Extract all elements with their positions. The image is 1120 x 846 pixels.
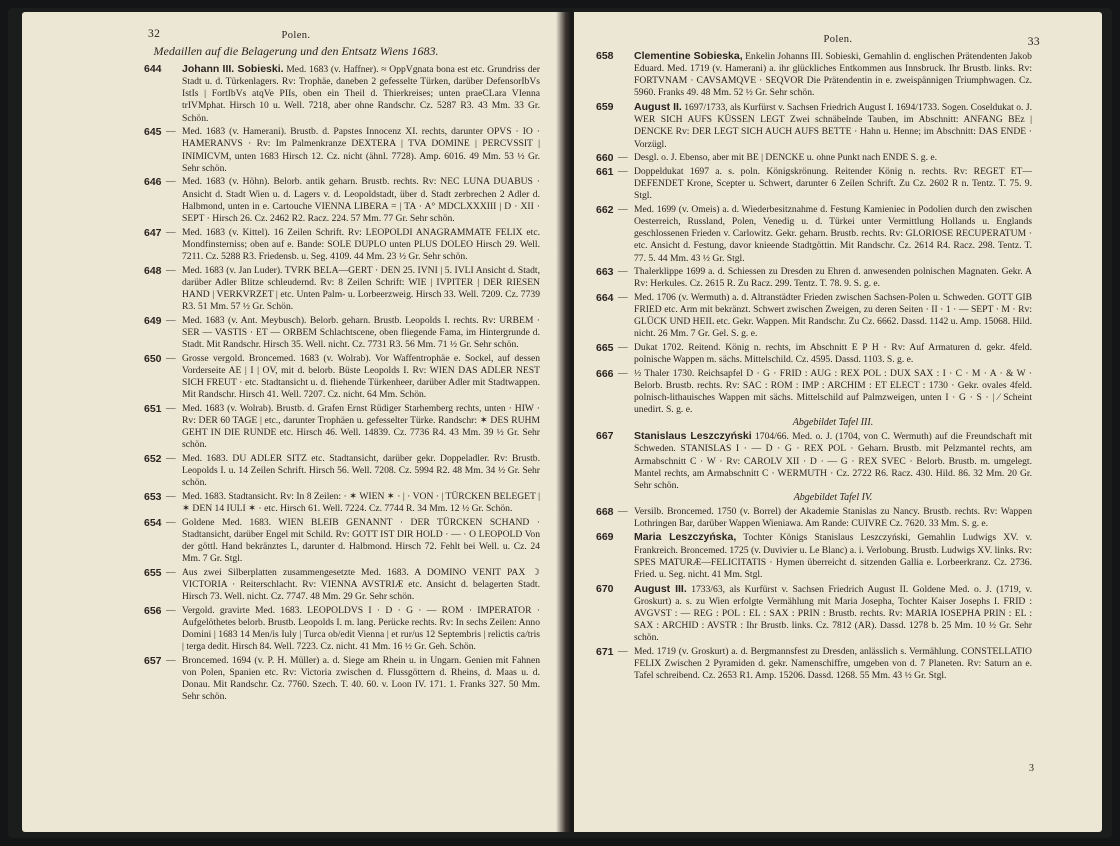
entry-number: 660 (596, 152, 614, 165)
entry-number: 648 (144, 264, 162, 277)
entry-description: Med. 1719 (v. Groskurt) a. d. Bergmannsfest zu Dresden, anlässlich s. Vermählung. CONSTELLATIO FELIX Zwischen 2 Pyramiden d. gekr. Namenschiffre, umgeben von d. 7 Planeten. Rv: Saturn an e. Tafel schreibend. Cz. 2653 R1. Amp. 15206. Dassd. 1268. 55 Mm. 43 ½ Gr. Stgl. (634, 645, 1032, 682)
ditto-dash: — (618, 367, 628, 379)
entry-description: Med. 1683. Stadtansicht. Rv: In 8 Zeilen: · ✶ WIEN ✶ · | · VON · | TÜRCKEN BELEGET | ✶ DEN 14 IULI ✶ · etc. Hirsch 61. Well. 7224. Cz. 7744 R. 34 Mm. 12 ½ Gr. Schön. (182, 490, 540, 514)
entry-number: 645 (144, 126, 162, 139)
section-title: Medaillen auf die Belagerung und den Entsatz Wiens 1683. (153, 44, 439, 58)
entry-ruler-name: Stanislaus Leszczyński (634, 430, 752, 443)
ditto-dash: — (618, 645, 628, 657)
catalog-entry (144, 491, 540, 515)
ditto-dash: — (166, 516, 176, 528)
plate-reference: Abgebildet Tafel IV. (793, 491, 873, 503)
entry-ruler-name: Maria Leszczyńska, (634, 531, 737, 544)
entry-number: 647 (144, 226, 162, 239)
ditto-dash: — (166, 566, 176, 578)
entry-number: 650 (144, 352, 162, 365)
entry-number: 658 (596, 50, 614, 62)
entry-description: Med. 1683 (v. Höhn). Belorb. antik geharn. Brustb. rechts. Rv: NEC LUNA DUABUS · Ansicht d. Stadt Wien u. d. Lagers v. d. Leopoldstadt, über d. Stadt zerbrechen 2 Adler d. Halbmond, unten in e. Cartouche VIENNA LIBERA = | TA · A° MDCLXXXIII | D · XII · SEPT · Hirsch 26. Cz. 2462 R2. Racz. 224. 57 Mm. 77 Gr. Sehr schön. (182, 176, 540, 224)
right-page-number: 33 (1027, 36, 1040, 48)
entry-description: Broncemed. 1694 (v. P. H. Müller) a. d. Siege am Rhein u. in Ungarn. Genien mit Fahnen von Polen, Spanien etc. Rv: Victoria zwischen d. Flussgöttern d. Rheins, d. Maas u. d. Donau. Mit Randschr. Cz. 7760. Szech. T. 40. 60. v. Loon IV. 171. 1. Franks 327. 50 Mm. Sehr schön. (182, 654, 540, 703)
entry-description: Med. 1683 (v. Wolrab). Brustb. d. Grafen Ernst Rüdiger Starhemberg rechts, unten · HIW · Rv: DER 60 TAGE | etc., darunter Trophäen u. gefesselter Türke. Randschr: ✶ DES RUHM GEHT IN DIE RUNDE etc. Hirsch 46. Well. 14839. Cz. 7736 R4. 43 Mm. 39 ½ Gr. Sehr schön. (182, 402, 540, 451)
catalog-entry (144, 655, 540, 704)
entry-description: Grosse vergold. Broncemed. 1683 (v. Wolrab). Vor Waffentrophäe e. Sockel, auf dessen Vorderseite AE | I | OV, mit d. belorb. Büste Leopolds I. Rv: WIEN DAS ADLER NEST SICH FREUT · etc. Stadtansicht u. d. fliehende Türkenheer, darüber Adler mit Stadtwappen. Mit Randschr. Hirsch 41. Well. 7207. Cz. nicht. 64 Mm. Schön. (182, 352, 540, 401)
ditto-dash: — (166, 452, 176, 464)
ditto-dash: — (166, 126, 176, 138)
right-page (574, 12, 1102, 832)
entry-description: Med. 1683 (v. Haffner). ≈ OppVgnata bona est etc. Grundriss der Stadt u. d. Türkenlagers. Rv: Trophäe, daneben 2 gefesselte Türken, darüber DefensorIbVs IstIs | FortIbVs atqVe PIIs, oben ein Theil d. Thierkreises; unten praeCLara VIenna trIVMphat. Hirsch 10 u. Well. 7218, aber ohne Randschr. Cz. 5287 R3. 43 Mm. 33 Gr. Schön. (182, 64, 540, 124)
ditto-dash: — (166, 314, 176, 326)
signature-mark: 3 (1029, 763, 1034, 774)
entry-description: Versilb. Broncemed. 1750 (v. Borrel) der Akademie Stanislas zu Nancy. Brustb. rechts. Rv: Wappen Lothringen Bar, darüber Wappen Wieniawa. Am Rande: CUIVRE Cz. 7620. 33 Mm. S. g. e. (634, 505, 1032, 529)
ditto-dash: — (166, 490, 176, 502)
entry-description: Enkelin Johanns III. Sobieski, Gemahlin d. englischen Prätendenten Jakob Eduard. Med. 1719 (v. Hamerani) a. ihr glückliches Entkommen aus Innsbruck. Ihr Brustb. links. Rv: FORTVNAM · CAVSAMQVE · SEQVOR Die Prätendentin in e. zweispännigen Triumphwagen. Cz. 5960. Franks 49. 48 Mm. 52 ½ Gr. Sehr schön. (634, 51, 1032, 99)
entry-number: 663 (596, 266, 614, 279)
catalog-entry (596, 342, 1032, 366)
entry-number: 664 (596, 291, 614, 304)
entry-number: 668 (596, 505, 614, 518)
entry-description: Vergold. gravirte Med. 1683. LEOPOLDVS I · D · G · — ROM · IMPERATOR · Aufgelöthetes belorb. Brustb. Leopolds I. m. lang. Perücke rechts. Rv: In sechs Zeilen: Anno Domini | 1683 14 Men/is Iuly | Turca ob/edit Vienna | et rur/us 12 Septembris | relictis ca/tris | terga dedit. Hirsch 84. Well. 7223. Cz. nicht. 41 Mm. 16 ½ Gr. Geh. Schön. (182, 604, 540, 653)
ditto-dash: — (166, 604, 176, 616)
right-running-head: Polen. (823, 34, 853, 45)
entry-number: 653 (144, 490, 162, 503)
catalog-entry (144, 176, 540, 225)
ditto-dash: — (618, 165, 628, 177)
ditto-dash: — (618, 505, 628, 517)
left-running-head: Polen. (281, 30, 311, 41)
entry-number: 652 (144, 452, 162, 465)
entry-description: Med. 1683 (v. Hamerani). Brustb. d. Papstes Innocenz XI. rechts, darunter OPVS · IO · HAMERANVS · Rv: Im Palmenkranze DEXTERA | TVA DOMINE | PERCVSSIT | INIMICVM, unten 1683 Hirsch 12. Cz. nicht (ähnl. 7728). Amp. 6016. 49 Mm. 53 ½ Gr. Sehr schön. (182, 126, 540, 174)
entry-description: Desgl. o. J. Ebenso, aber mit BE | DENCKE u. ohne Punkt nach ENDE S. g. e. (634, 152, 938, 164)
ditto-dash: — (618, 152, 628, 164)
ditto-dash: — (618, 342, 628, 354)
entry-number: 662 (596, 203, 614, 216)
catalog-entry (596, 166, 1032, 202)
entry-number: 656 (144, 604, 162, 617)
catalog-entry (596, 583, 1032, 645)
entry-number: 669 (596, 531, 614, 544)
catalog-entry (144, 315, 540, 351)
ditto-dash: — (166, 402, 176, 414)
entry-number: 654 (144, 516, 162, 529)
catalog-entry (596, 204, 1032, 265)
catalog-entry (144, 605, 540, 654)
entry-description: Med. 1699 (v. Omeis) a. d. Wiederbesitznahme d. Festung Kamieniec in Podolien durch den zwischen Oesterreich, Russland, Polen, Venedig u. d. Türkei unter Vermittlung Hollands u. Englands geschlossenen Frieden v. Carlowitz. Gekr. geharn. Brustb. rechts. Rv: GLORIOSE RECUPERATUM · etc. Ansicht d. Festung, davor knieende Stadtgöttin. Mit Randschr. Cz. 2614 R4. Racz. 298. Tentz. T. 77. 5. 44 Mm. 43 ½ Gr. Stgl. (634, 203, 1032, 264)
ditto-dash: — (166, 176, 176, 188)
catalog-entry (596, 368, 1032, 429)
entry-description: Med. 1706 (v. Wermuth) a. d. Altranstädter Frieden zwischen Sachsen-Polen u. Schweden. GOTT GIB FRIED etc. Arm mit bekränzt. Schwert zwischen Zweigen, zu deren Seiten · II · 1 · — SEPT · M · Rv: GLÜCK UND HEIL etc. Gekr. Wappen. Mit Randschr. Zu Cz. 6662. Dassd. 1142 u. Amp. 15068. Hild. nicht. 26 Mm. 7 Gr. Gel. S. g. e. (634, 291, 1032, 340)
catalog-entry (144, 227, 540, 263)
entry-description: 1697/1733, als Kurfürst v. Sachsen Friedrich August I. 1694/1733. Sogen. Coseldukat o. J. WER SICH AUFS KÜSSEN LEGT Zwei schnäbelnde Tauben, im Abschnitt: ANFANG BEz | DENCKE Rv: DER LEGT SICH AUCH AUFS BETTE · Hahn u. Henne; im Abschnitt: DAS ENDE · Vorzügl. (634, 102, 1032, 150)
right-page-header (574, 12, 1102, 48)
catalog-entry (596, 101, 1032, 151)
catalog-entry (144, 567, 540, 603)
entry-description: Dukat 1702. Reitend. König n. rechts, im Abschnitt E P H · Rv: Auf Armaturen d. gekr. 4feld. polnische Wappen m. sächs. Mittelschild. Cz. 4595. Dassd. 1103. S. g. e. (634, 342, 1032, 366)
entry-description: Aus zwei Silberplatten zusammengesetzte Med. 1683. A DOMINO VENIT PAX ☽ VICTORIA · Reiterschlacht. Rv: VIENNA AVSTRIÆ etc. Ansicht d. belagerten Stadt. Hirsch 73. Well. nicht. Cz. 7747. 48 Mm. 29 Gr. Sehr schön. (182, 566, 540, 603)
catalog-entry (144, 517, 540, 566)
catalog-entry (144, 353, 540, 402)
entry-description: Med. 1683 (v. Ant. Meybusch). Belorb. geharn. Brustb. Leopolds I. rechts. Rv: URBEM · SER — VASTIS · ET — ORBEM Schlachtscene, oben fliegende Fama, im Hintergrunde d. Stadt. Mit Randschr. Hirsch 35. Well. nicht. Cz. 7731 R3. 56 Mm. 71 ½ Gr. Sehr schön. (182, 314, 540, 350)
entry-number: 670 (596, 582, 614, 595)
catalog-entry (596, 531, 1032, 581)
entry-number: 667 (596, 430, 614, 443)
catalog-entry (596, 430, 1032, 504)
catalog-entry (596, 266, 1032, 290)
entry-number: 657 (144, 654, 162, 667)
ditto-dash: — (618, 203, 628, 215)
entry-number: 666 (596, 367, 614, 380)
right-entry-list (574, 36, 1102, 682)
entry-description: Doppeldukat 1697 a. s. poln. Königskrönung. Reitender König n. rechts. Rv: REGET ET—DEFENDET Krone, Scepter u. Schwert, darunter 6 Zeilen Schrift. Zu Cz. 2602 R n. Tentz. T. 75. 9. Stgl. (634, 165, 1032, 202)
entry-number: 665 (596, 342, 614, 355)
entry-description: Med. 1683. DU ADLER SITZ etc. Stadtansicht, darüber gekr. Doppeladler. Rv: Brustb. Leopolds I. u. 14 Zeilen Schrift. Hirsch 56. Well. 7208. Cz. 5994 R2. 48 Mm. 34 ½ Gr. Sehr schön. (182, 452, 540, 489)
plate-reference: Abgebildet Tafel III. (792, 416, 874, 428)
ditto-dash: — (618, 266, 628, 278)
entry-ruler-name: Clementine Sobieska, (634, 50, 743, 62)
entry-description: Thalerklippe 1699 a. d. Schiessen zu Dresden zu Ehren d. anwesenden polnischen Magnaten. Gekr. A Rv: Herkules. Cz. 2615 R. Zu Racz. 299. Tentz. T. 78. 9. S. g. e. (634, 266, 1032, 290)
entry-description: Med. 1683 (v. Jan Luder). TVRK BELA—GERT · DEN 25. IVNI | 5. IVLI Ansicht d. Stadt, darüber Adler Blitze schleudernd. Rv: 8 Zeilen Schrift: WIE | IVPITER | DER RIESEN HAND | VERKVRZET | etc. Unten Palm- u. Lorbeerzweig. Hirsch 33. Well. 7209. Cz. 7739 R3. 51 Mm. 57 ½ Gr. Schön. (182, 264, 540, 312)
catalog-entry (596, 506, 1032, 530)
catalog-entry (144, 63, 540, 125)
ditto-dash: — (166, 352, 176, 364)
entry-number: 646 (144, 176, 162, 189)
ditto-dash: — (166, 654, 176, 666)
entry-number: 651 (144, 402, 162, 415)
catalog-entry (144, 265, 540, 314)
catalog-entry (144, 453, 540, 489)
entry-number: 644 (144, 63, 162, 75)
entry-description: Tochter Königs Stanislaus Leszczyński, Gemahlin Ludwigs XV. v. Frankreich. Broncemed. 1725 (v. Duvivier u. Le Blanc) a. i. Verlobung. Brustb. Ludwigs XV. links. Rv: SPES MATURÆ—FELICITATIS · Hymen überreicht d. sitzenden Gallia e. Lorbeerkranz. Cz. 2736. Fried. u. Seg. nicht. 41 Mm. Stgl. (634, 532, 1033, 580)
entry-description: 1704/66. Med. o. J. (1704, von C. Wermuth) auf die Freundschaft mit Schweden. STANISLAS I · — D · G · REX POL · Geharn. Brustb. mit Pelzmantel rechts, am Armabschnitt C · W · Rv: CAROLV XII · D · — G · REX SVEC · Belorb. Brustb. m. umgelegt. Mantel rechts, am Armabschnitt C · WERMUTH · Cz. 2722 R6. Racz. 430. Hild. 86. 32 Mm. 20 Gr. Sehr schön. (634, 431, 1032, 491)
left-entry-list (22, 61, 570, 703)
left-page-header (22, 12, 570, 41)
entry-number: 671 (596, 645, 614, 658)
left-page-number: 32 (148, 28, 161, 40)
entry-number: 649 (144, 314, 162, 327)
entry-ruler-name: August III. (634, 582, 687, 595)
catalog-entry (596, 646, 1032, 682)
entry-description: Med. 1683 (v. Kittel). 16 Zeilen Schrift. Rv: LEOPOLDI ANAGRAMMATE FELIX etc. Mondfinsterniss; oben auf e. Bande: SOLE DUPLO unten PLUS DOLEO Hirsch 29. Well. 7211. Cz. 5288 R3. Friedensb. u. Seg. 4109. 44 Mm. 23 ½ Gr. Sehr schön. (182, 226, 540, 262)
catalog-entry (596, 292, 1032, 341)
catalog-entry (144, 403, 540, 452)
entry-ruler-name: August II. (634, 101, 682, 114)
entry-description: Goldene Med. 1683. WIEN BLEIB GENANNT · DER TÜRCKEN SCHAND · Stadtansicht, darüber Engel mit Schild. Rv: GOTT IST DIR HOLD · — · O LEOPOLD Von der göttl. Hand bekränztes L, darunter d. Halbmond. Hirsch 72. Fehlt bei Well. u. Cz. 24 Mm. 7 Gr. Stgl. (182, 516, 540, 565)
entry-ruler-name: Johann III. Sobieski. (182, 63, 284, 75)
left-page (22, 12, 570, 832)
catalog-entry (596, 152, 1032, 164)
ditto-dash: — (618, 291, 628, 303)
entry-description: 1733/63, als Kurfürst v. Sachsen Friedrich August II. Goldene Med. o. J. (1719, v. Groskurt) a. s. zu Wien erfolgte Vermählung mit Maria Josepha, Tochter Kaiser Josephs I. FRID : AVGVST : — REG : POL : EL : SAX : PRIN : Brustb. rechts. Rv: MARIA IOSEPHA PRIN : EL : SAX : ARCHID : AVSTR : Ihr Brustb. links. Cz. 7812 (AR). Dassd. 1278 b. 25 Mm. 10 ½ Gr. Sehr schön. (634, 583, 1032, 644)
entry-number: 655 (144, 566, 162, 579)
catalog-entry (596, 50, 1032, 100)
catalog-entry (144, 126, 540, 175)
entry-number: 661 (596, 165, 614, 178)
entry-number: 659 (596, 101, 614, 114)
ditto-dash: — (166, 226, 176, 238)
entry-description: ½ Thaler 1730. Reichsapfel D · G · FRID : AUG : REX POL : DUX SAX : I · C · M · A · & W · Belorb. Brustb. rechts. Rv: SAC : ROM : IMP : ARCHIM : ET ELECT : 1730 · Gekr. ovales 4feld. polnisch-lithauisches Wappen mit sächs. Mittelschild auf Palmzweigen, unten I · G · S · | ⁄ Scheint unedirt. S. g. e. (634, 367, 1032, 416)
ditto-dash: — (166, 264, 176, 276)
book-spread (8, 8, 1112, 838)
